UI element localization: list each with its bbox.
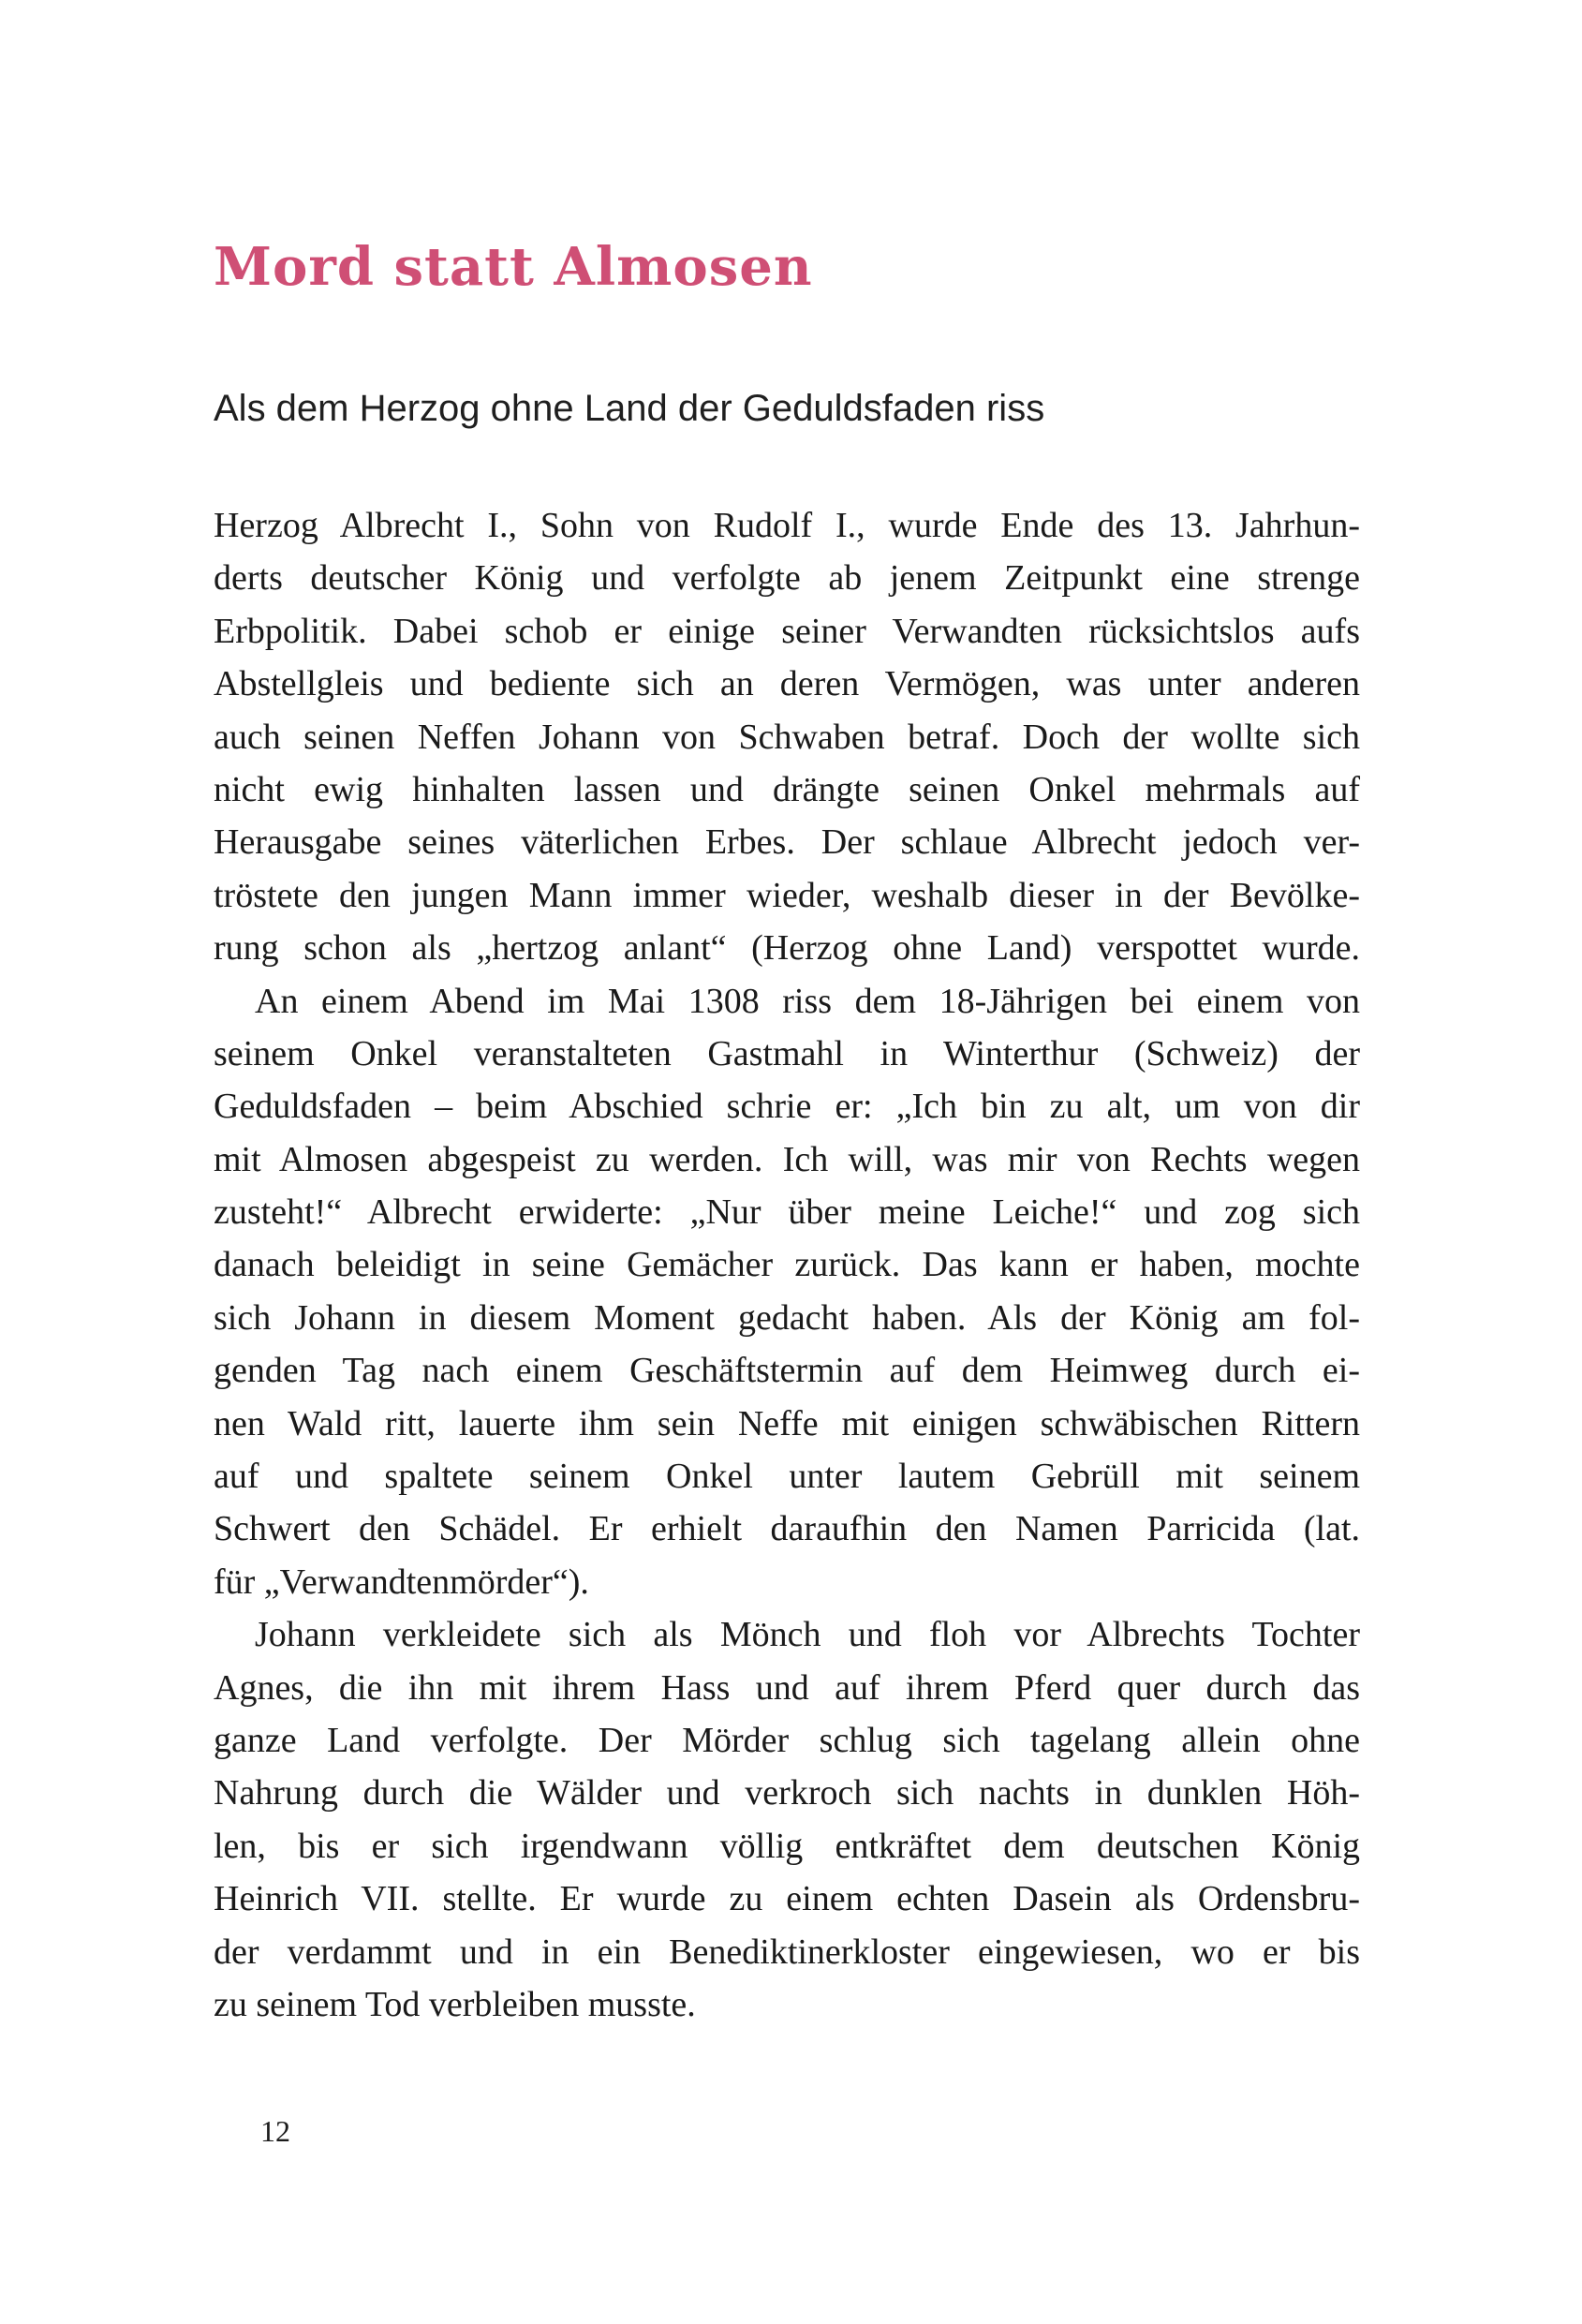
text-line: der verdammt und in ein Benediktinerkloster eingewiesen, wo er bis — [214, 1932, 1360, 1972]
text-line: auf und spaltete seinem Onkel unter lautem Gebrüll mit seinem — [214, 1457, 1360, 1497]
text-line: danach beleidigt in seine Gemächer zurück. Das kann er haben, mochte — [214, 1245, 1360, 1285]
text-line: derts deutscher König und verfolgte ab jenem Zeitpunkt eine strenge — [214, 558, 1360, 599]
text-line: genden Tag nach einem Geschäftstermin auf dem Heimweg durch ei- — [214, 1351, 1360, 1391]
text-line: nicht ewig hinhalten lassen und drängte seinen Onkel mehrmals auf — [214, 769, 1360, 809]
text-line: rung schon als „hertzog anlant“ (Herzog ohne Land) verspottet wurde. — [214, 928, 1360, 969]
text-line: Herausgabe seines väterlichen Erbes. Der schlaue Albrecht jedoch ver- — [214, 822, 1360, 863]
text-line: Herzog Albrecht I., Sohn von Rudolf I., wurde Ende des 13. Jahrhun- — [214, 506, 1360, 545]
text-line: Schwert den Schädel. Er erhielt daraufhin den Namen Parricida (lat. — [214, 1509, 1360, 1549]
body-text — [214, 499, 1360, 2031]
text-line: tröstete den jungen Mann immer wieder, weshalb dieser in der Bevölke- — [214, 875, 1360, 915]
text-line: Erbpolitik. Dabei schob er einige seiner Verwandten rücksichtslos aufs — [214, 611, 1360, 651]
text-line: auch seinen Neffen Johann von Schwaben betraf. Doch der wollte sich — [214, 717, 1360, 757]
text-line: Geduldsfaden – beim Abschied schrie er: „Ich bin zu alt, um von dir — [214, 1087, 1360, 1127]
chapter-title: Mord statt Almosen — [214, 236, 813, 298]
text-line: Abstellgleis und bediente sich an deren Vermögen, was unter anderen — [214, 664, 1360, 704]
text-line: seinem Onkel veranstalteten Gastmahl in Winterthur (Schweiz) der — [214, 1033, 1360, 1073]
text-line: Johann verkleidete sich als Mönch und floh vor Albrechts Tochter — [255, 1615, 1360, 1655]
text-line: Heinrich VII. stellte. Er wurde zu einem echten Dasein als Ordensbru- — [214, 1879, 1360, 1919]
chapter-subtitle: Als dem Herzog ohne Land der Geduldsfaden riss — [214, 388, 1045, 429]
text-line: zusteht!“ Albrecht erwiderte: „Nur über meine Leiche!“ und zog sich — [214, 1192, 1360, 1233]
text-line: zu seinem Tod verbleiben musste. — [214, 1984, 696, 2024]
text-line: Agnes, die ihn mit ihrem Hass und auf ihrem Pferd quer durch das — [214, 1667, 1360, 1708]
text-line: An einem Abend im Mai 1308 riss dem 18-Jährigen bei einem von — [255, 981, 1360, 1021]
text-line: len, bis er sich irgendwann völlig entkräftet dem deutschen König — [214, 1826, 1360, 1866]
text-line: sich Johann in diesem Moment gedacht haben. Als der König am fol- — [214, 1297, 1360, 1338]
text-line: Nahrung durch die Wälder und verkroch sich nachts in dunklen Höh- — [214, 1773, 1360, 1813]
text-line: für „Verwandtenmörder“). — [214, 1562, 589, 1602]
page-number: 12 — [260, 2114, 290, 2148]
text-line: nen Wald ritt, lauerte ihm sein Neffe mit einigen schwäbischen Rittern — [214, 1403, 1360, 1443]
text-line: ganze Land verfolgte. Der Mörder schlug sich tagelang allein ohne — [214, 1720, 1360, 1760]
text-line: mit Almosen abgespeist zu werden. Ich will, was mir von Rechts wegen — [214, 1139, 1360, 1179]
